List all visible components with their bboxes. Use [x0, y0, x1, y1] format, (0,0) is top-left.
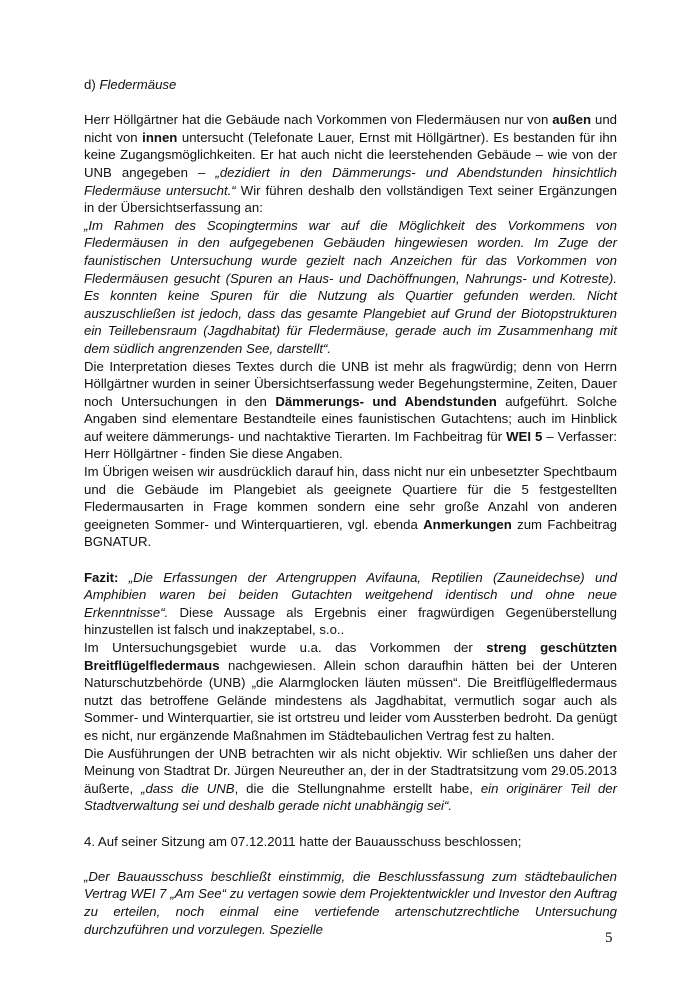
emphasis-inside: innen: [142, 129, 178, 145]
paragraph-objectivity: Die Ausführungen der UNB betrachten wir als nicht objektiv. Wir schließen uns daher der Meinung von Stadtrat Dr. Jürgen Neureuther an, der in der Stadtratsitzung vom 29.05.2013 äußerte, „dass die UNB, die die Stellungnahme erstellt habe, ein originärer Teil der Stadtverwaltung sei und deshalb gerade nicht unabhängig sei“.: [84, 745, 617, 814]
paragraph-committee-meeting: 4. Auf seiner Sitzung am 07.12.2011 hatte der Bauausschuss beschlossen;: [84, 833, 522, 849]
inline-quote-council-1: „dass die UNB: [141, 780, 235, 796]
paragraph-interpretation: Die Interpretation dieses Textes durch die UNB ist mehr als fragwürdig; denn von Herrn Höllgärtner wurden in seiner Übersichtserfassung weder Begehungstermine, Zeiten, Dauer noch Untersuchungen in den Dämmerungs- und Abendstunden aufgeführt. Solche Angaben sind elementare Bestandteile eines faunistischen Gutachtens; auch im Hinblick auf weitere dämmerungs- und nachtaktive Tierarten. Im Fachbeitrag für WEI 5 – Verfasser: Herr Höllgärtner - finden Sie diese Angaben.: [84, 358, 618, 462]
paragraph-bat-species: Im Untersuchungsgebiet wurde u.a. das Vorkommen der streng geschützten Breitflügelfledermaus nachgewiesen. Allein schon daraufhin hätten bei der Unteren Naturschutzbehörde (UNB) „die Alarmglocken läuten müssen“. Die Breitflügelfledermaus nutzt das betroffene Gelände mindestens als Jagdhabitat, vermutlich sogar auch als Sommer- und Winterquartier, sie ist ortstreu und leider vom Aussterben bedroht. Da genügt es nicht, nur ergänzende Maßnahmen im Städtebaulichen Vertrag fest zu halten.: [84, 640, 618, 743]
inline-quote-council-2: ein originärer Teil der Stadtverwaltung sei und deshalb gerade nicht unabhängig sei“.: [84, 780, 617, 814]
emphasis-protected-species: streng geschützten Breitflügelfledermaus: [84, 640, 618, 673]
section-heading: [84, 76, 617, 94]
section-heading-title: Fledermäuse: [99, 77, 177, 92]
conclusion-label: Fazit:: [84, 569, 119, 585]
emphasis-remarks: Anmerkungen: [423, 516, 512, 532]
section-heading-prefix: d): [84, 77, 100, 92]
page-body: [84, 76, 617, 938]
block-quote-committee: „Der Bauausschuss beschließt einstimmig, die Beschlussfassung zum städtebaulichen Vertrag WEI 7 „Am See“ zu vertagen sowie dem Projektentwickler und Investor den Auftrag zu erteilen, noch einmal eine vertiefende artenschutzrechtliche Untersuchung durchzuführen und vorzulegen. Spezielle: [84, 868, 617, 937]
paragraph-quarters: Im Übrigen weisen wir ausdrücklich darauf hin, dass nicht nur ein unbesetzter Spechtbaum und die Gebäude im Plangebiet als geeignete Quartiere für die 5 festgestellten Fledermausarten in Frage kommen sondern eine sehr große Anzahl von anderen geeigneten Sommer- und Winterquartieren, vgl. ebenda Anmerkungen zum Fachbeitrag BGNATUR.: [84, 464, 617, 550]
emphasis-dusk-hours: Dämmerungs- und Abendstunden: [275, 393, 497, 409]
block-quote-survey: „Im Rahmen des Scopingtermins war auf die Möglichkeit des Vorkommens von Fledermäusen in den aufgegebenen Gebäuden hingewiesen worden. Im Zuge der faunistischen Untersuchung wurde gezielt nach Anzeichen für das Vorkommen von Fledermäusen gesucht (Spuren an Haus- und Dachöffnungen, Nahrungs- und Kotreste). Es konnten keine Spuren für die Nutzung als Quartier gefunden werden. Nicht auszuschließen ist jedoch, dass das gesamte Plangebiet auf Grund der Biotopstrukturen ein Teillebensraum (Jagdhabitat) für Fledermäuse, gerade auch im Zusammenhang mit dem südlich angrenzenden See, darstellt“.: [84, 217, 617, 356]
inline-quote-unb: „dezidiert in den Dämmerungs- und Abendstunden hinsichtlich Fledermäuse untersucht.“: [84, 164, 617, 198]
paragraph-conclusion: Fazit: „Die Erfassungen der Artengruppen Avifauna, Reptilien (Zauneidechse) und Amphibien waren bei beiden Gutachten weitgehend identisch und ohne neue Erkenntnisse“. Diese Aussage als Ergebnis einer fragwürdigen Gegenüberstellung hinzustellen ist falsch und inakzeptabel, s.o..: [84, 569, 618, 638]
paragraph-survey-scope: Herr Höllgärtner hat die Gebäude nach Vorkommen von Fledermäusen nur von außen und nicht von innen untersucht (Telefonate Lauer, Ernst mit Höllgärtner). Es bestanden für ihn keine Zugangsmöglichkeiten. Er hat auch nicht die leerstehenden Gebäude – wie von der UNB angegeben – „dezidiert in den Dämmerungs- und Abendstunden hinsichtlich Fledermäuse untersucht.“ Wir führen deshalb den vollständigen Text seiner Ergänzungen in der Übersichtserfassung an:: [84, 112, 617, 216]
conclusion-quote: „Die Erfassungen der Artengruppen Avifauna, Reptilien (Zauneidechse) und Amphibien waren bei beiden Gutachten weitgehend identisch und ohne neue Erkenntnisse“.: [84, 569, 618, 620]
emphasis-outside: außen: [552, 112, 592, 128]
emphasis-wei5: WEI 5: [506, 428, 543, 444]
page-number: 5: [605, 930, 613, 946]
